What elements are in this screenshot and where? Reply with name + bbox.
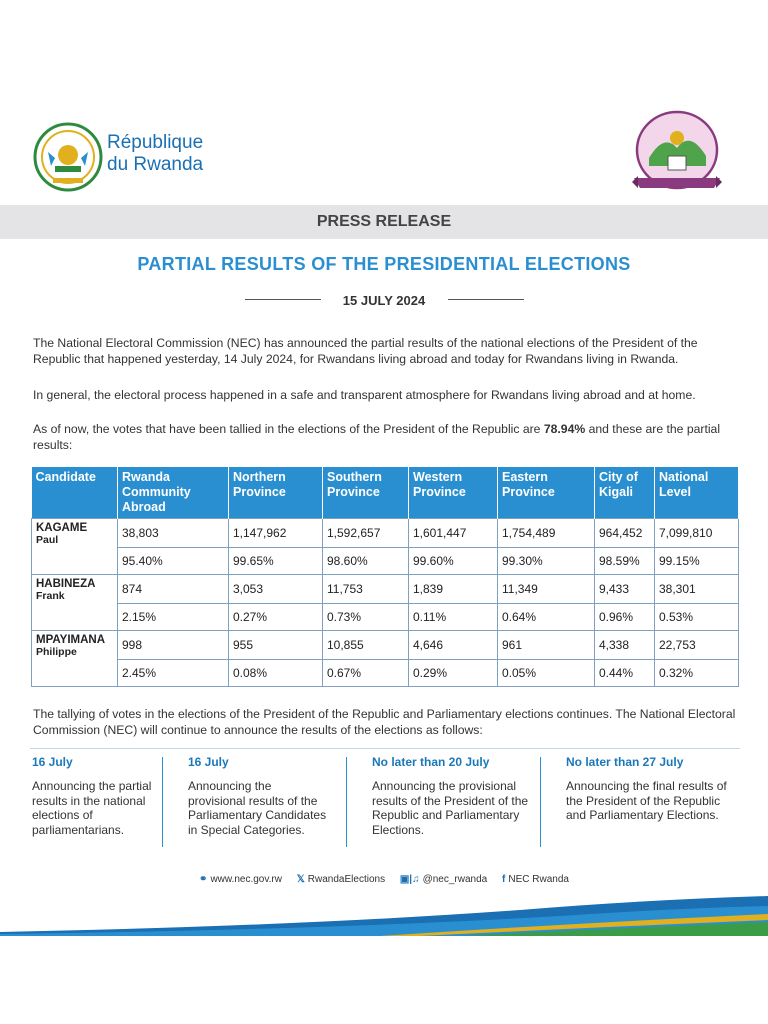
- candidate-surname: MPAYIMANA: [36, 634, 106, 646]
- schedule-text: Announcing the partial results in the national elections of parliamentarians.: [32, 779, 152, 837]
- percent-cell: 98.59%: [595, 548, 655, 575]
- percent-cell: 0.67%: [323, 660, 409, 687]
- schedule-date: 16 July: [32, 755, 73, 769]
- paragraph-tally: [33, 422, 739, 453]
- percent-cell: 99.60%: [409, 548, 498, 575]
- votes-cell: 7,099,810: [655, 519, 739, 548]
- footer-website[interactable]: [199, 874, 282, 885]
- percent-cell: 0.11%: [409, 604, 498, 631]
- schedule-item: [32, 755, 154, 837]
- votes-cell: 955: [229, 631, 323, 660]
- rwanda-coat-of-arms-icon: [33, 122, 103, 192]
- percent-cell: 95.40%: [118, 548, 229, 575]
- candidate-cell: [32, 519, 118, 575]
- percent-cell: 99.65%: [229, 548, 323, 575]
- date-rule-left: [245, 299, 321, 300]
- instagram-tiktok-icon: ▣|♫: [399, 874, 420, 885]
- votes-cell: 961: [498, 631, 595, 660]
- percent-cell: 0.27%: [229, 604, 323, 631]
- table-row: [32, 604, 739, 631]
- percent-cell: 0.05%: [498, 660, 595, 687]
- date-line: [0, 290, 768, 308]
- tally-percentage: 78.94%: [543, 422, 586, 436]
- tally-post: and these are the partial results:: [33, 422, 721, 452]
- facebook-icon: f: [502, 874, 506, 885]
- votes-cell: 1,839: [409, 575, 498, 604]
- percent-cell: 98.60%: [323, 548, 409, 575]
- tally-pre: As of now, the votes that have been tallied in the elections of the President of the Republic are: [33, 422, 544, 436]
- table-row: [32, 631, 739, 660]
- nec-seal-icon: [624, 108, 730, 194]
- release-date: 15 JULY 2024: [342, 293, 426, 308]
- votes-cell: 3,053: [229, 575, 323, 604]
- schedule-date: No later than 27 July: [566, 755, 684, 769]
- votes-cell: 1,592,657: [323, 519, 409, 548]
- percent-cell: 0.29%: [409, 660, 498, 687]
- header-eastern: Eastern Province: [498, 467, 595, 519]
- percent-cell: 0.32%: [655, 660, 739, 687]
- globe-icon: ⚭: [199, 874, 208, 885]
- votes-cell: 11,349: [498, 575, 595, 604]
- votes-cell: 1,754,489: [498, 519, 595, 548]
- percent-cell: 0.73%: [323, 604, 409, 631]
- paragraph-continuation: The tallying of votes in the elections of the President of the Republic and Parliamentary elections continues. The National Electoral Commission (NEC) will continue to announce the results of the elections as follows:: [33, 707, 736, 737]
- percent-cell: 0.44%: [595, 660, 655, 687]
- candidate-cell: [32, 631, 118, 687]
- facebook-text: NEC Rwanda: [508, 874, 569, 885]
- candidate-surname: KAGAME: [36, 522, 88, 534]
- candidate-cell: [32, 575, 118, 631]
- header-candidate: Candidate: [32, 467, 118, 519]
- header-kigali: City of Kigali: [595, 467, 655, 519]
- votes-cell: 22,753: [655, 631, 739, 660]
- website-text: www.nec.gov.rw: [210, 874, 282, 885]
- header-southern: Southern Province: [323, 467, 409, 519]
- insta-tiktok-text: @nec_rwanda: [422, 874, 488, 885]
- header-national: National Level: [655, 467, 739, 519]
- candidate-surname: HABINEZA: [36, 578, 96, 590]
- table-row: [32, 548, 739, 575]
- schedule-separator: [162, 757, 163, 847]
- footer-instagram-tiktok[interactable]: [400, 874, 487, 885]
- candidate-first-name: Paul: [36, 534, 59, 546]
- schedule: [30, 755, 740, 855]
- schedule-date: 16 July: [188, 755, 229, 769]
- candidate-first-name: Frank: [36, 590, 65, 602]
- schedule-item: [566, 755, 736, 823]
- votes-cell: 4,646: [409, 631, 498, 660]
- header-abroad: Rwanda Community Abroad: [118, 467, 229, 519]
- schedule-text: Announcing the provisional results of the Parliamentary Candidates in Special Categories.: [188, 779, 327, 837]
- schedule-item: [188, 755, 328, 837]
- footer-facebook[interactable]: [502, 874, 569, 885]
- x-icon: 𝕏: [296, 874, 305, 885]
- percent-cell: 99.30%: [498, 548, 595, 575]
- schedule-separator: [346, 757, 347, 847]
- schedule-separator: [540, 757, 541, 847]
- percent-cell: 0.08%: [229, 660, 323, 687]
- votes-cell: 4,338: [595, 631, 655, 660]
- votes-cell: 11,753: [323, 575, 409, 604]
- votes-cell: 964,452: [595, 519, 655, 548]
- x-handle-text: RwandaElections: [307, 874, 386, 885]
- footer-contacts: [0, 874, 768, 885]
- brand-text: [107, 132, 203, 176]
- votes-cell: 998: [118, 631, 229, 660]
- table-row: [32, 660, 739, 687]
- votes-cell: 9,433: [595, 575, 655, 604]
- percent-cell: 0.53%: [655, 604, 739, 631]
- schedule-divider: [30, 748, 740, 749]
- votes-cell: 1,601,447: [409, 519, 498, 548]
- table-row: [32, 575, 739, 604]
- schedule-text: Announcing the final results of the President of the Republic and Parliamentary Elections.: [566, 779, 727, 822]
- percent-cell: 2.45%: [118, 660, 229, 687]
- table-header-row: [32, 467, 739, 519]
- table-row: [32, 519, 739, 548]
- results-table: [31, 467, 739, 687]
- schedule-date: No later than 20 July: [372, 755, 490, 769]
- brand-line-1: République: [107, 132, 204, 153]
- date-rule-right: [448, 299, 524, 300]
- votes-cell: 38,301: [655, 575, 739, 604]
- percent-cell: 0.96%: [595, 604, 655, 631]
- votes-cell: 1,147,962: [229, 519, 323, 548]
- header-northern: Northern Province: [229, 467, 323, 519]
- brand-line-2: du Rwanda: [107, 154, 204, 175]
- press-release-heading: PRESS RELEASE: [316, 213, 452, 230]
- footer-x[interactable]: [297, 874, 385, 885]
- votes-cell: 38,803: [118, 519, 229, 548]
- percent-cell: 0.64%: [498, 604, 595, 631]
- page-title: PARTIAL RESULTS OF THE PRESIDENTIAL ELECTIONS: [137, 254, 631, 274]
- votes-cell: 874: [118, 575, 229, 604]
- footer-wave: [0, 896, 768, 936]
- header-western: Western Province: [409, 467, 498, 519]
- paragraph-announcement: The National Electoral Commission (NEC) has announced the partial results of the national elections of the President of the Republic that happened yesterday, 14 July 2024, for Rwandans living abroad and today for Rwandans living in Rwanda.: [33, 336, 698, 366]
- percent-cell: 99.15%: [655, 548, 739, 575]
- candidate-first-name: Philippe: [36, 646, 77, 658]
- paragraph-process: In general, the electoral process happened in a safe and transparent atmosphere for Rwandans living abroad and at home.: [33, 388, 696, 402]
- schedule-text: Announcing the provisional results of the President of the Republic and Parliamentary Elections.: [372, 779, 529, 837]
- votes-cell: 10,855: [323, 631, 409, 660]
- percent-cell: 2.15%: [118, 604, 229, 631]
- schedule-item: [372, 755, 532, 837]
